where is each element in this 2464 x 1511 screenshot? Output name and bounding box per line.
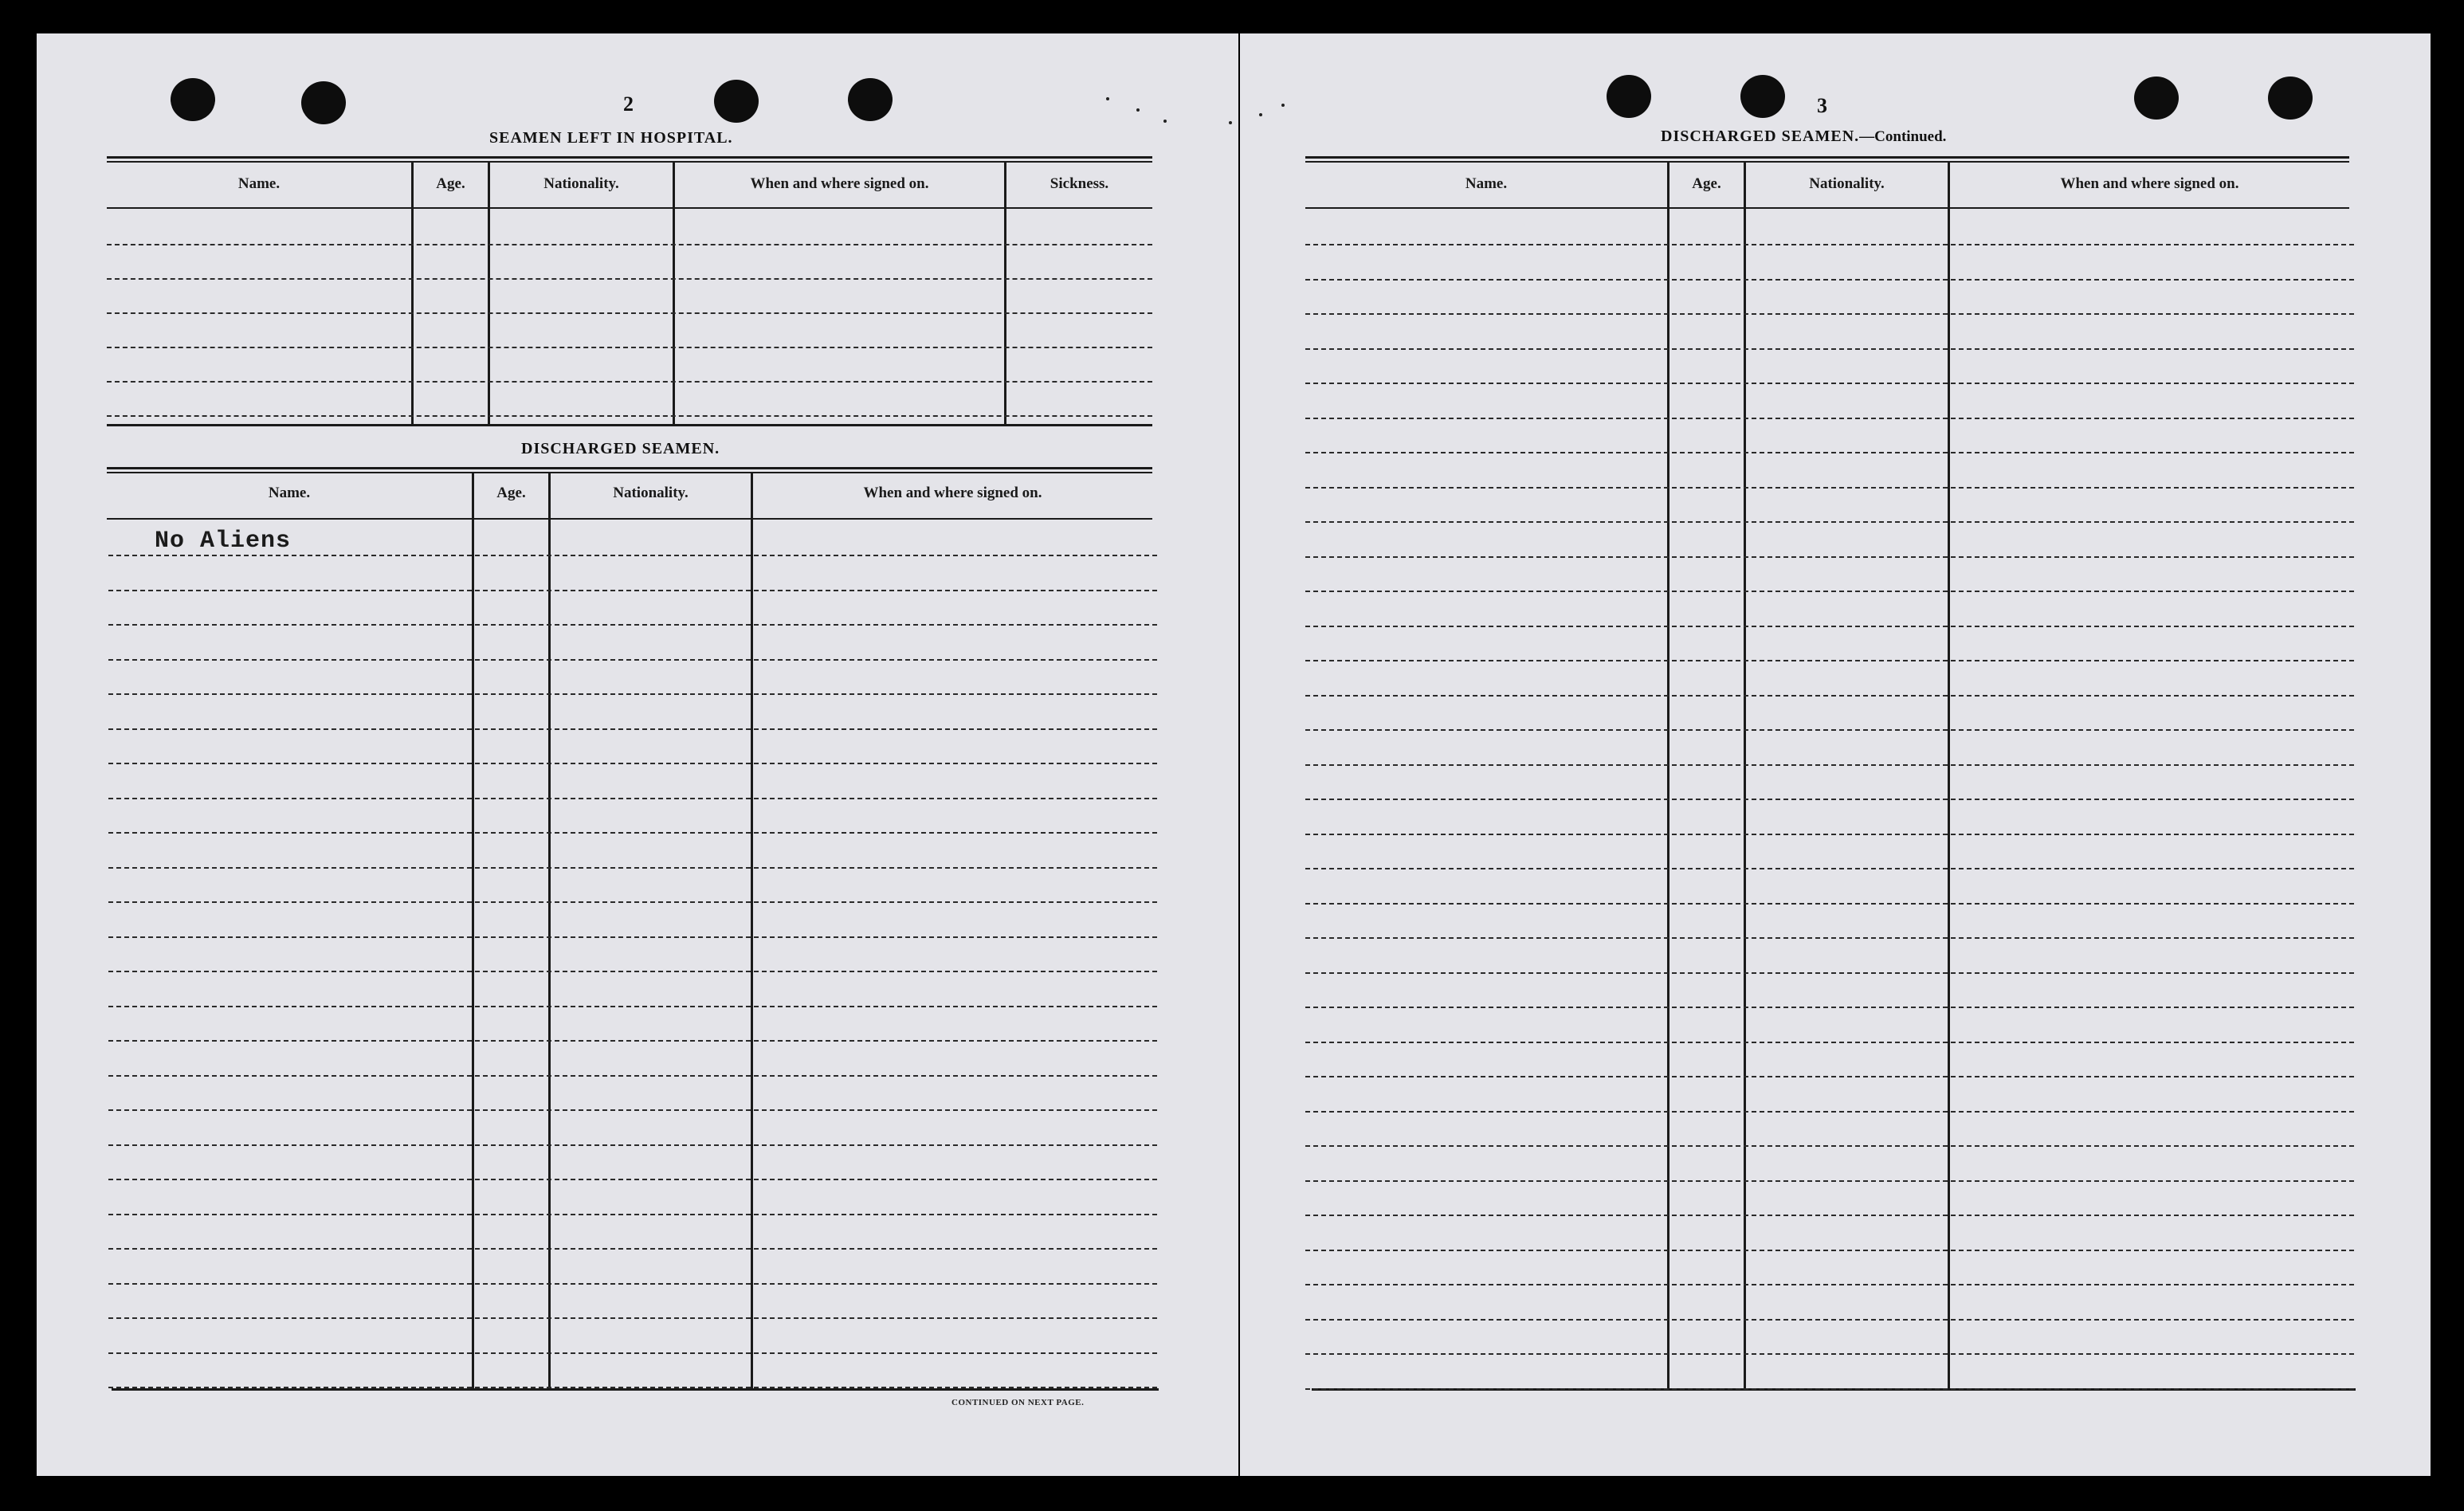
- ruled-line: [1305, 1180, 2354, 1182]
- ink-speck: [1136, 108, 1140, 112]
- typed-entry: No Aliens: [155, 528, 292, 555]
- ruled-line: [108, 1387, 1157, 1388]
- column-header-age: Age.: [1692, 175, 1721, 192]
- ruled-line: [1305, 521, 2354, 523]
- ruled-line: [1305, 1353, 2354, 1355]
- rule: [112, 1388, 1159, 1391]
- column-divider: [1667, 163, 1669, 1388]
- punch-hole: [1740, 75, 1785, 118]
- punch-hole: [171, 78, 215, 121]
- continued-footer: CONTINUED ON NEXT PAGE.: [951, 1398, 1085, 1407]
- ruled-line: [1305, 695, 2354, 697]
- ruled-line: [108, 763, 1157, 764]
- column-divider: [751, 473, 753, 1388]
- ruled-line: [1305, 1042, 2354, 1043]
- ruled-line: [1305, 1215, 2354, 1216]
- ruled-line: [108, 832, 1157, 834]
- ruled-line: [108, 1248, 1157, 1250]
- punch-hole: [714, 80, 759, 123]
- ruled-line: [1305, 729, 2354, 731]
- ruled-line: [1305, 1319, 2354, 1321]
- ruled-line: [1305, 937, 2354, 939]
- ruled-line: [107, 347, 1152, 348]
- column-divider: [1948, 163, 1950, 1388]
- rule: [107, 467, 1152, 469]
- ruled-line: [108, 1214, 1157, 1215]
- page-number: 2: [623, 92, 634, 116]
- ruled-line: [107, 278, 1152, 280]
- ruled-line: [1305, 383, 2354, 384]
- ruled-line: [1305, 1111, 2354, 1113]
- ruled-line: [1305, 591, 2354, 592]
- ruled-line: [108, 971, 1157, 972]
- rule: [107, 518, 1152, 520]
- ruled-line: [108, 1109, 1157, 1111]
- rule: [107, 156, 1152, 159]
- ruled-line: [108, 659, 1157, 661]
- column-header-signed-on: When and where signed on.: [863, 485, 1042, 501]
- ruled-line: [1305, 452, 2354, 453]
- ruled-line: [1305, 834, 2354, 835]
- ruled-line: [1305, 487, 2354, 489]
- column-header-signed-on: When and where signed on.: [750, 175, 929, 192]
- ruled-line: [107, 312, 1152, 314]
- column-divider: [1004, 163, 1006, 424]
- ruled-line: [108, 798, 1157, 799]
- column-header-age: Age.: [436, 175, 465, 192]
- ruled-line: [1305, 418, 2354, 419]
- page-number: 3: [1817, 94, 1827, 117]
- column-divider: [548, 473, 551, 1388]
- punch-hole: [848, 78, 893, 121]
- ruled-line: [107, 244, 1152, 245]
- ruled-line: [108, 901, 1157, 903]
- rule: [107, 161, 1152, 163]
- column-header-name: Name.: [1465, 175, 1508, 192]
- punch-hole: [2134, 77, 2179, 120]
- discharged-section-title: DISCHARGED SEAMEN.: [521, 440, 720, 457]
- ruled-line: [108, 693, 1157, 695]
- column-header-nationality: Nationality.: [543, 175, 619, 192]
- ruled-line: [107, 381, 1152, 383]
- ruled-line: [1305, 1145, 2354, 1147]
- ruled-line: [108, 728, 1157, 730]
- ruled-line: [108, 936, 1157, 938]
- ruled-line: [108, 867, 1157, 869]
- rule: [1305, 156, 2349, 159]
- punch-hole: [1607, 75, 1651, 118]
- ruled-line: [1305, 556, 2354, 558]
- column-divider: [488, 163, 490, 424]
- punch-hole: [301, 81, 346, 124]
- ruled-line: [1305, 1076, 2354, 1077]
- ruled-line: [1305, 660, 2354, 661]
- ruled-line: [108, 1040, 1157, 1042]
- column-header-name: Name.: [268, 485, 311, 501]
- column-header-nationality: Nationality.: [613, 485, 689, 501]
- ink-speck: [1163, 120, 1167, 123]
- column-divider: [673, 163, 675, 424]
- ruled-line: [108, 555, 1157, 556]
- ruled-line: [108, 1179, 1157, 1180]
- rule: [107, 472, 1152, 473]
- ruled-line: [1305, 868, 2354, 869]
- ruled-line: [1305, 279, 2354, 281]
- ruled-line: [1305, 1007, 2354, 1008]
- left-page: [37, 33, 1238, 1476]
- hospital-section-title: SEAMEN LEFT IN HOSPITAL.: [489, 129, 733, 147]
- ruled-line: [1305, 764, 2354, 766]
- column-divider: [472, 473, 474, 1388]
- column-header-nationality: Nationality.: [1809, 175, 1885, 192]
- continued-section-title: [1661, 128, 1946, 146]
- ruled-line: [1305, 348, 2354, 350]
- column-header-sickness: Sickness.: [1050, 175, 1109, 192]
- ruled-line: [108, 1075, 1157, 1077]
- ink-speck: [1281, 104, 1285, 107]
- ruled-line: [108, 1283, 1157, 1285]
- ink-speck: [1259, 113, 1262, 116]
- column-divider: [411, 163, 414, 424]
- ruled-line: [1305, 799, 2354, 800]
- rule: [107, 424, 1152, 426]
- rule: [1305, 161, 2349, 163]
- ruled-line: [108, 1144, 1157, 1146]
- ruled-line: [1305, 313, 2354, 315]
- ink-speck: [1229, 121, 1232, 124]
- column-header-signed-on: When and where signed on.: [2060, 175, 2239, 192]
- ruled-line: [108, 1006, 1157, 1007]
- ruled-line: [108, 590, 1157, 591]
- rule: [1305, 207, 2349, 209]
- ruled-line: [1305, 903, 2354, 905]
- ruled-line: [107, 415, 1152, 417]
- punch-hole: [2268, 77, 2313, 120]
- ruled-line: [108, 624, 1157, 626]
- title-main: DISCHARGED SEAMEN.: [1661, 128, 1860, 145]
- ruled-line: [1305, 1284, 2354, 1285]
- ruled-line: [108, 1317, 1157, 1319]
- title-continued: —Continued.: [1859, 128, 1947, 145]
- column-header-name: Name.: [237, 175, 281, 192]
- rule: [107, 207, 1152, 209]
- ruled-line: [1305, 1388, 2354, 1390]
- column-divider: [1744, 163, 1746, 1388]
- ruled-line: [1305, 1250, 2354, 1251]
- ruled-line: [1305, 244, 2354, 245]
- right-page: [1240, 33, 2431, 1476]
- ruled-line: [1305, 626, 2354, 627]
- ink-speck: [1106, 97, 1109, 100]
- ruled-line: [108, 1352, 1157, 1354]
- column-header-age: Age.: [496, 485, 526, 501]
- ruled-line: [1305, 972, 2354, 974]
